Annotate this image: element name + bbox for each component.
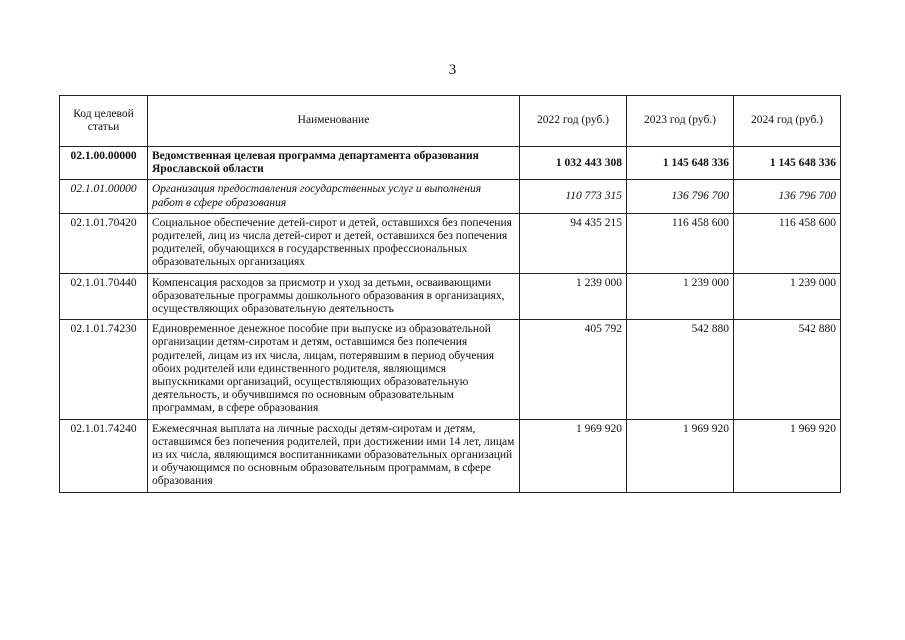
row-code: 02.1.01.00000	[60, 180, 148, 213]
amount-2024: 1 969 920	[734, 419, 841, 492]
amount-2022: 1 239 000	[520, 273, 627, 320]
row-code: 02.1.01.74240	[60, 419, 148, 492]
header-code: Код целевой статьи	[60, 96, 148, 147]
page-number: 3	[448, 62, 457, 78]
amount-2024: 1 239 000	[734, 273, 841, 320]
table-row	[60, 147, 841, 180]
budget-table	[59, 95, 841, 493]
table-row	[60, 419, 841, 492]
header-2022: 2022 год (руб.)	[520, 96, 627, 147]
header-name: Наименование	[148, 96, 520, 147]
amount-2022: 1 969 920	[520, 419, 627, 492]
amount-2024: 116 458 600	[734, 213, 841, 273]
table-header-row	[60, 96, 841, 147]
amount-2023: 542 880	[627, 320, 734, 419]
row-name: Ежемесячная выплата на личные расходы детям-сиротам и детям, оставшимся без попечения родителей, при достижении ими 14 лет, лицам из их числа, являющимся воспитанниками образовательных организаций и обучающимся по основным образовательным программам, в сфере образования	[148, 419, 520, 492]
row-code: 02.1.00.00000	[60, 147, 148, 180]
amount-2022: 1 032 443 308	[520, 147, 627, 180]
table-row	[60, 213, 841, 273]
amount-2024: 542 880	[734, 320, 841, 419]
row-code: 02.1.01.70420	[60, 213, 148, 273]
row-name: Единовременное денежное пособие при выпуске из образовательной организации детям-сиротам и детям, оставшимся без попечения родителей, лицам из их числа, лицам, потерявшим в период обучения обоих родителей или единственного родителя, являющимся выпускниками организаций, осуществляющих образовательную деятельность, и обучившимся по основным образовательным программам, в сфере образования	[148, 320, 520, 419]
amount-2024: 1 145 648 336	[734, 147, 841, 180]
table-row	[60, 180, 841, 213]
amount-2023: 1 969 920	[627, 419, 734, 492]
row-name: Социальное обеспечение детей-сирот и детей, оставшихся без попечения родителей, лиц из числа детей-сирот и детей, оставшихся без попечения родителей, обучающихся в государственных профессиональных образовательных организациях	[148, 213, 520, 273]
header-2024: 2024 год (руб.)	[734, 96, 841, 147]
amount-2023: 1 239 000	[627, 273, 734, 320]
header-2023: 2023 год (руб.)	[627, 96, 734, 147]
amount-2022: 405 792	[520, 320, 627, 419]
amount-2023: 1 145 648 336	[627, 147, 734, 180]
row-code: 02.1.01.74230	[60, 320, 148, 419]
row-name: Компенсация расходов за присмотр и уход за детьми, осваивающими образовательные программы дошкольного образования в организациях, осуществляющих образовательную деятельность	[148, 273, 520, 320]
amount-2023: 136 796 700	[627, 180, 734, 213]
amount-2023: 116 458 600	[627, 213, 734, 273]
table-row	[60, 273, 841, 320]
row-code: 02.1.01.70440	[60, 273, 148, 320]
amount-2022: 110 773 315	[520, 180, 627, 213]
row-name: Ведомственная целевая программа департамента образования Ярославской области	[148, 147, 520, 180]
amount-2024: 136 796 700	[734, 180, 841, 213]
row-name: Организация предоставления государственных услуг и выполнения работ в сфере образования	[148, 180, 520, 213]
amount-2022: 94 435 215	[520, 213, 627, 273]
table-row	[60, 320, 841, 419]
